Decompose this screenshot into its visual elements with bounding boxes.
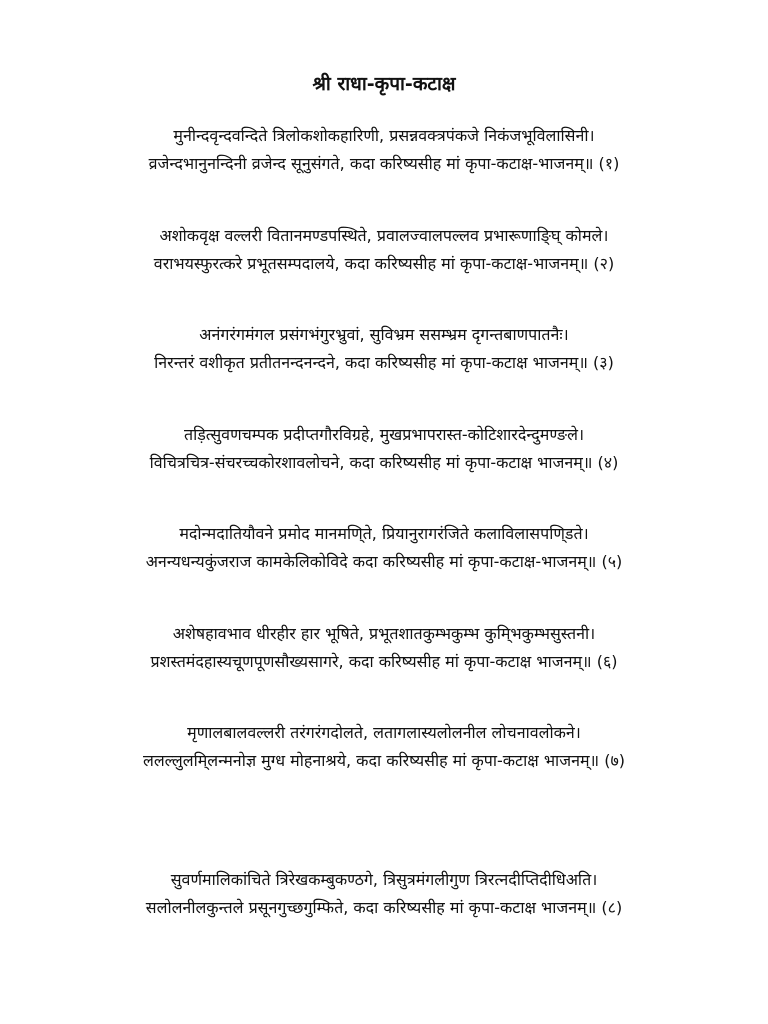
verse-6 bbox=[0, 620, 768, 676]
verse-4-line-1: तड़ित्सुवणचम्पक प्रदीप्तगौरविग्रहे, मुखप्रभापरास्त-कोटिशारदेन्दुमण्ङले। bbox=[183, 425, 585, 444]
verse-5 bbox=[0, 520, 768, 576]
verse-1-line-2: व्रजेन्दभानुनन्दिनी व्रजेन्द सूनुसंगते, कदा करिष्यसीह मां कृपा-कटाक्ष-भाजनम्॥ (१) bbox=[148, 154, 620, 173]
verse-8-line-1: सुवर्णमालिकांचिते त्रिरेखकम्बुकण्ठगे, त्रिसुत्रमंगलीगुण त्रिरत्नदीप्तिदीधिअति। bbox=[170, 870, 598, 889]
verse-1 bbox=[0, 122, 768, 178]
document-title: श्री राधा-कृपा-कटाक्ष bbox=[312, 73, 456, 95]
verse-2 bbox=[0, 222, 768, 278]
verse-2-line-1: अशोकवृक्ष वल्लरी वितानमण्डपस्थिते, प्रवालज्वालपल्लव प्रभारूणाङि्घ् कोमले। bbox=[159, 226, 609, 245]
verse-5-line-2: अनन्यधन्यकुंजराज कामकेलिकोविदे कदा करिष्यसीह मां कृपा-कटाक्ष-भाजनम्॥ (५) bbox=[145, 552, 623, 571]
verse-6-line-1: अशेषहावभाव धीरहीर हार भूषिते, प्रभूतशातकुम्भकुम्भ कुमि्भकुम्भसुस्तनी। bbox=[172, 624, 596, 643]
verse-7 bbox=[0, 719, 768, 775]
verse-7-line-2: ललल्लुलमि्लन्मनोज्ञ मुग्ध मोहनाश्रये, कदा करिष्यसीह मां कृपा-कटाक्ष भाजनम्॥ (७) bbox=[142, 751, 626, 770]
verse-8 bbox=[0, 866, 768, 922]
verse-3-line-1: अनंगरंगमंगल प्रसंगभंगुरभ्रुवां, सुविभ्रम ससम्भ्रम दृगन्तबाणपातनैः। bbox=[199, 325, 569, 344]
verse-2-line-2: वराभयस्फुरत्करे प्रभूतसम्पदालये, कदा करिष्यसीह मां कृपा-कटाक्ष-भाजनम्॥ (२) bbox=[153, 254, 615, 273]
verse-4 bbox=[0, 421, 768, 477]
verse-7-line-1: मृणालबालवल्लरी तरंगरंगदोलते, लतागलास्यलोलनील लोचनावलोकने। bbox=[187, 723, 581, 742]
verse-5-line-1: मदोन्मदातियौवने प्रमोद मानमणि्ते, प्रियानुरागरंजिते कलाविलासपणि्डते। bbox=[179, 524, 589, 543]
verse-8-line-2: सलोलनीलकुन्तले प्रसूनगुच्छगुम्फिते, कदा करिष्यसीह मां कृपा-कटाक्ष भाजनम्॥ (८) bbox=[145, 898, 623, 917]
verse-6-line-2: प्रशस्तमंदहास्यचूणपूणसौख्यसागरे, कदा करिष्यसीह मां कृपा-कटाक्ष भाजनम्॥ (६) bbox=[150, 652, 618, 671]
verse-1-line-1: मुनीन्दवृन्दवन्दिते त्रिलोकशोकहारिणी, प्रसन्नवक्त्रपंकजे निकंजभूविलासिनी। bbox=[173, 126, 595, 145]
verse-3 bbox=[0, 321, 768, 377]
verse-3-line-2: निरन्तरं वशीकृत प्रतीतनन्दनन्दने, कदा करिष्यसीह मां कृपा-कटाक्ष भाजनम्॥ (३) bbox=[154, 353, 614, 372]
verse-4-line-2: विचित्रचित्र-संचरच्चकोरशावलोचने, कदा करिष्यसीह मां कृपा-कटाक्ष भाजनम्॥ (४) bbox=[149, 453, 619, 472]
